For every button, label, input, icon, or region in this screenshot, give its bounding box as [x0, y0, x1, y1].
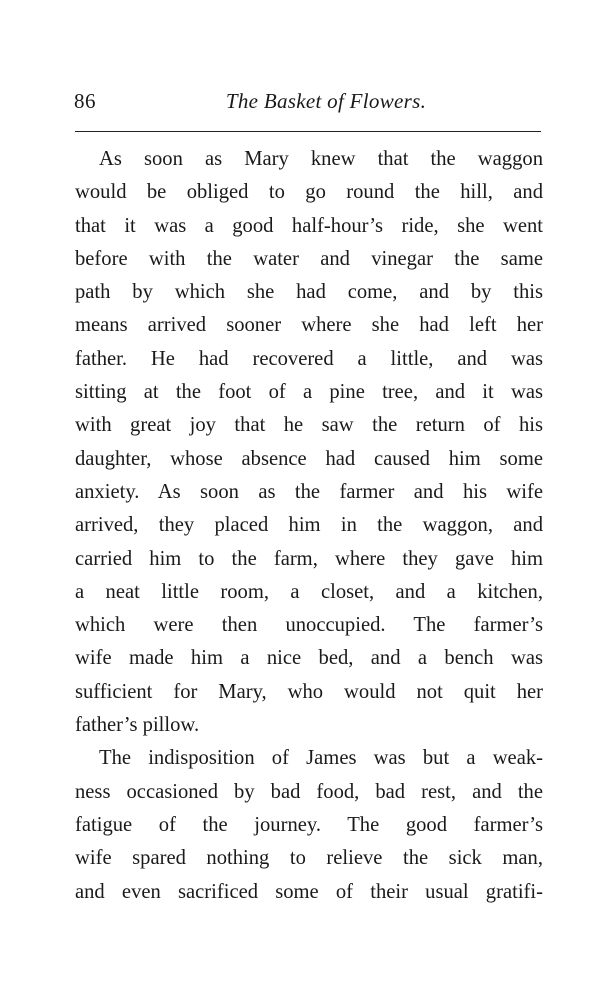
- page-number: 86: [74, 89, 96, 113]
- text-line: The indisposition of James was but a weak-: [99, 747, 543, 770]
- text-line: fatigue of the journey. The good farmer’s: [75, 813, 543, 836]
- text-line: anxiety. As soon as the farmer and his wife: [75, 480, 543, 503]
- text-line: and even sacrificed some of their usual gratifi-: [75, 880, 543, 903]
- text-line: wife made him a nice bed, and a bench was: [75, 647, 543, 670]
- text-line: father’s pillow.: [75, 714, 200, 737]
- text-line: path by which she had come, and by this: [75, 281, 543, 304]
- text-line: arrived, they placed him in the waggon, and: [75, 514, 543, 537]
- text-line: sufficient for Mary, who would not quit her: [75, 680, 543, 703]
- text-line: sitting at the foot of a pine tree, and it was: [75, 381, 543, 404]
- running-head: [74, 84, 542, 118]
- text-line: with great joy that he saw the return of his: [75, 414, 543, 437]
- paragraph: [75, 143, 543, 742]
- text-line: means arrived sooner where she had left her: [75, 314, 543, 337]
- text-line: As soon as Mary knew that the waggon: [99, 148, 543, 170]
- header-rule: [75, 131, 541, 132]
- paragraph: [75, 742, 543, 908]
- text-line: that it was a good half-hour’s ride, she went: [75, 214, 543, 237]
- text-line: carried him to the farm, where they gave him: [75, 547, 543, 570]
- text-line: daughter, whose absence had caused him some: [75, 447, 543, 470]
- running-title: The Basket of Flowers.: [225, 89, 427, 113]
- text-line: which were then unoccupied. The farmer’s: [75, 614, 543, 637]
- text-line: before with the water and vinegar the same: [75, 247, 543, 270]
- text-line: would be obliged to go round the hill, and: [75, 181, 543, 204]
- body-text: [75, 143, 543, 909]
- text-line: wife spared nothing to relieve the sick man,: [75, 847, 543, 870]
- text-line: a neat little room, a closet, and a kitchen,: [75, 580, 543, 603]
- text-line: ness occasioned by bad food, bad rest, and the: [75, 780, 543, 803]
- text-line: father. He had recovered a little, and was: [75, 347, 543, 370]
